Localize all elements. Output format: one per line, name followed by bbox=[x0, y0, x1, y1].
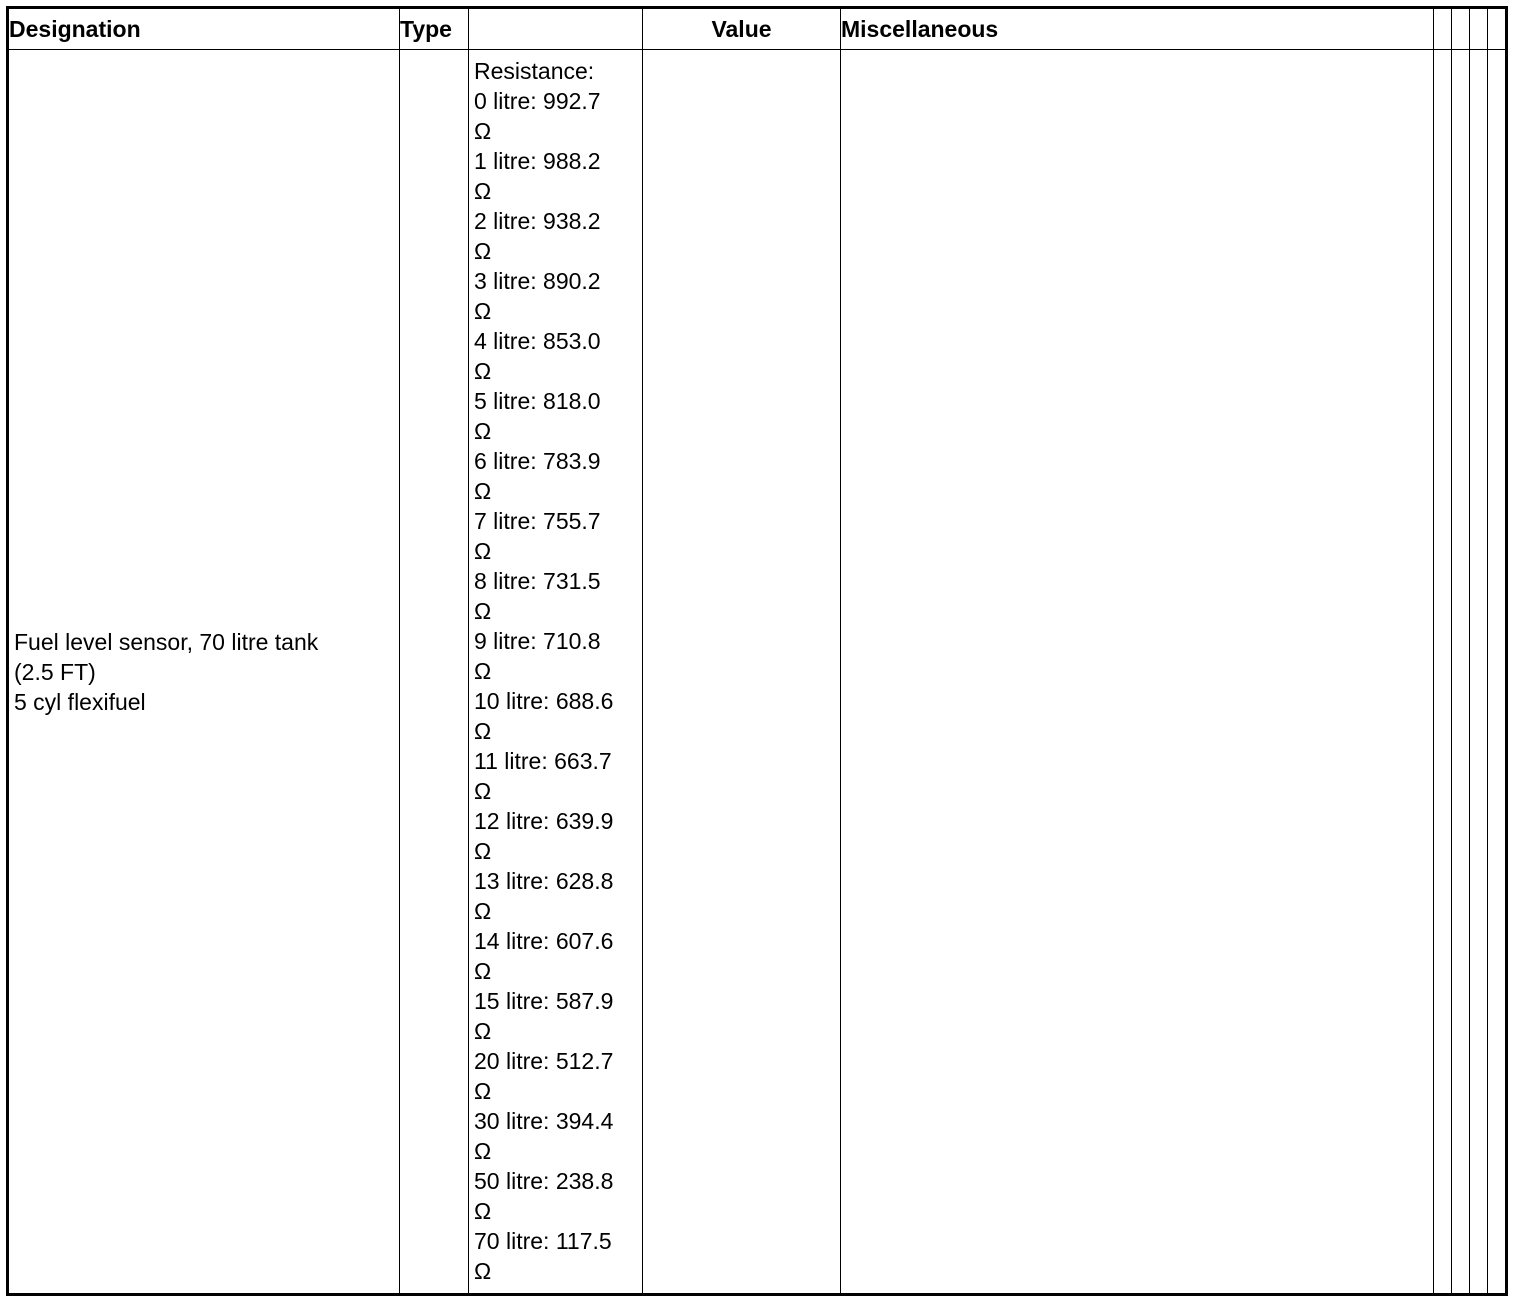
resistance-line: Resistance: bbox=[474, 58, 595, 84]
header-blank bbox=[469, 8, 643, 50]
resistance-line: 11 litre: 663.7 bbox=[474, 748, 612, 774]
resistance-line: Ω bbox=[474, 1018, 492, 1044]
resistance-line: Ω bbox=[474, 838, 492, 864]
resistance-line: Ω bbox=[474, 358, 492, 384]
header-extra-3 bbox=[1470, 8, 1488, 50]
resistance-line: 9 litre: 710.8 bbox=[474, 628, 601, 654]
resistance-line: 15 litre: 587.9 bbox=[474, 988, 614, 1014]
designation-line: Fuel level sensor, 70 litre tank bbox=[14, 628, 319, 655]
resistance-line: 50 litre: 238.8 bbox=[474, 1168, 614, 1194]
resistance-line: 12 litre: 639.9 bbox=[474, 808, 614, 834]
resistance-line: Ω bbox=[474, 778, 492, 804]
resistance-cell bbox=[469, 50, 643, 1295]
resistance-line: Ω bbox=[474, 118, 492, 144]
resistance-line: Ω bbox=[474, 898, 492, 924]
resistance-line: Ω bbox=[474, 598, 492, 624]
resistance-line: 13 litre: 628.8 bbox=[474, 868, 614, 894]
resistance-line: Ω bbox=[474, 658, 492, 684]
resistance-line: Ω bbox=[474, 1258, 492, 1284]
resistance-line: 30 litre: 394.4 bbox=[474, 1108, 614, 1134]
value-cell bbox=[643, 50, 841, 1295]
resistance-line: Ω bbox=[474, 958, 492, 984]
resistance-line: 4 litre: 853.0 bbox=[474, 328, 601, 354]
resistance-line: Ω bbox=[474, 1078, 492, 1104]
header-value: Value bbox=[643, 8, 841, 50]
resistance-line: 8 litre: 731.5 bbox=[474, 568, 601, 594]
extra-cell-2 bbox=[1452, 50, 1470, 1295]
header-extra-2 bbox=[1452, 8, 1470, 50]
resistance-line: 14 litre: 607.6 bbox=[474, 928, 614, 954]
resistance-line: 10 litre: 688.6 bbox=[474, 688, 614, 714]
header-type: Type bbox=[400, 8, 469, 50]
spec-table bbox=[6, 6, 1508, 1296]
resistance-line: 5 litre: 818.0 bbox=[474, 388, 601, 414]
designation-line: (2.5 FT) bbox=[14, 658, 96, 685]
extra-cell-4 bbox=[1488, 50, 1507, 1295]
resistance-line: Ω bbox=[474, 238, 492, 264]
header-extra-4 bbox=[1488, 8, 1507, 50]
resistance-line: 70 litre: 117.5 bbox=[474, 1228, 612, 1254]
resistance-line: Ω bbox=[474, 298, 492, 324]
table-row bbox=[8, 50, 1507, 1295]
extra-cell-1 bbox=[1434, 50, 1452, 1295]
header-extra-1 bbox=[1434, 8, 1452, 50]
resistance-line: Ω bbox=[474, 1138, 492, 1164]
resistance-line: Ω bbox=[474, 178, 492, 204]
resistance-line: 20 litre: 512.7 bbox=[474, 1048, 614, 1074]
designation-line: 5 cyl flexifuel bbox=[14, 688, 146, 715]
resistance-line: Ω bbox=[474, 1198, 492, 1224]
resistance-line: Ω bbox=[474, 478, 492, 504]
resistance-line: 0 litre: 992.7 bbox=[474, 88, 601, 114]
resistance-line: 1 litre: 988.2 bbox=[474, 148, 601, 174]
miscellaneous-cell bbox=[841, 50, 1434, 1295]
resistance-line: 3 litre: 890.2 bbox=[474, 268, 601, 294]
resistance-line: 2 litre: 938.2 bbox=[474, 208, 601, 234]
extra-cell-3 bbox=[1470, 50, 1488, 1295]
header-row bbox=[8, 8, 1507, 50]
resistance-line: 7 litre: 755.7 bbox=[474, 508, 601, 534]
header-designation: Designation bbox=[8, 8, 400, 50]
resistance-line: Ω bbox=[474, 538, 492, 564]
resistance-line: Ω bbox=[474, 718, 492, 744]
resistance-line: Ω bbox=[474, 418, 492, 444]
header-miscellaneous: Miscellaneous bbox=[841, 8, 1434, 50]
type-cell bbox=[400, 50, 469, 1295]
designation-cell bbox=[8, 50, 400, 1295]
resistance-line: 6 litre: 783.9 bbox=[474, 448, 601, 474]
